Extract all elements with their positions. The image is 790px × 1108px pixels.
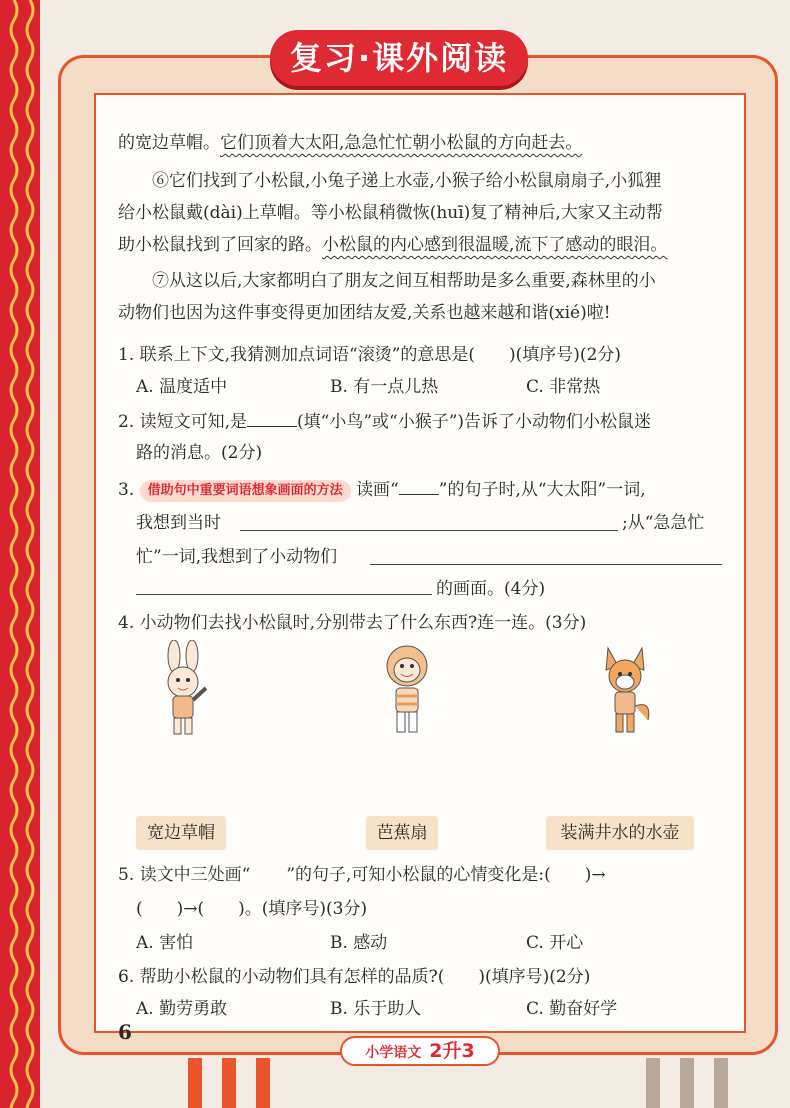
question-3-line2-end: ;从“急急忙: [622, 513, 705, 533]
item-hat[interactable]: 宽边草帽: [136, 816, 226, 850]
page-number: 6: [118, 1020, 132, 1044]
decor-bar: [188, 1058, 202, 1108]
q6-option-c: C. 勤奋好学: [526, 999, 618, 1019]
item-kettle[interactable]: 装满井水的水壶: [546, 816, 694, 850]
q1-option-b: B. 有一点儿热: [330, 377, 439, 397]
q5-option-b: B. 感动: [330, 933, 388, 953]
page-title: 复习·课外阅读: [270, 30, 528, 86]
question-5-cont: ( )→( )。(填序号)(3分): [136, 899, 368, 919]
answer-line[interactable]: [370, 564, 722, 565]
question-1: 1. 联系上下文,我猜测加点词语“滚烫”的意思是( )(填序号)(2分): [118, 345, 622, 365]
q1-option-c: C. 非常热: [526, 377, 601, 397]
item-fan[interactable]: 芭蕉扇: [366, 816, 438, 850]
decor-bar: [256, 1058, 270, 1108]
footer-grade: 2升3: [429, 1040, 475, 1062]
footer-subject: 小学语文: [365, 1045, 422, 1061]
decor-bar: [646, 1058, 660, 1108]
passage-line: 动物们也因为这件事变得更加团结友爱,关系也越来越和谐(xié)啦!: [118, 303, 611, 323]
method-tip-badge: 借助句中重要词语想象画面的方法: [140, 480, 351, 502]
passage-line: 的宽边草帽。它们顶着大太阳,急急忙忙朝小松鼠的方向赶去。: [118, 133, 583, 153]
q6-option-b: B. 乐于助人: [330, 999, 422, 1019]
decor-bar: [222, 1058, 236, 1108]
question-5: 5. 读文中三处画“ ”的句子,可知小松鼠的心情变化是:( )→: [118, 865, 606, 885]
q6-option-a: A. 勤劳勇敢: [136, 999, 228, 1019]
rabbit-icon: [150, 640, 220, 740]
question-2-cont: 路的消息。(2分): [136, 443, 263, 463]
q5-option-c: C. 开心: [526, 933, 584, 953]
answer-blank[interactable]: [247, 410, 297, 427]
fox-icon: [590, 640, 660, 740]
question-3-line3: 忙”一词,我想到了小动物们: [136, 547, 338, 567]
passage-line: 助小松鼠找到了回家的路。小松鼠的内心感到很温暖,流下了感动的眼泪。: [118, 235, 668, 255]
decor-bar: [680, 1058, 694, 1108]
gold-wave-decoration: [8, 0, 20, 1108]
answer-blank[interactable]: [399, 478, 439, 495]
question-3: 3. 借助句中重要词语想象画面的方法 读画“ ”的句子时,从“大太阳”一词,: [118, 480, 646, 500]
passage-line: 给小松鼠戴(dài)上草帽。等小松鼠稍微恢(huī)复了精神后,大家又主动帮: [118, 203, 663, 223]
decor-bar: [714, 1058, 728, 1108]
q1-option-a: A. 温度适中: [136, 377, 228, 397]
question-3-line2: 我想到当时: [136, 513, 221, 533]
q5-option-a: A. 害怕: [136, 933, 194, 953]
monkey-icon: [372, 640, 442, 740]
passage-line: ⑥它们找到了小松鼠,小兔子递上水壶,小猴子给小松鼠扇扇子,小狐狸: [152, 171, 662, 191]
question-6: 6. 帮助小松鼠的小动物们具有怎样的品质?( )(填序号)(2分): [118, 967, 591, 987]
answer-line[interactable]: [240, 530, 618, 531]
answer-line[interactable]: [136, 594, 432, 595]
question-3-line4: 的画面。(4分): [436, 579, 546, 599]
question-2: 2. 读短文可知,是 (填“小鸟”或“小猴子”)告诉了小动物们小松鼠迷: [118, 412, 652, 432]
question-4: 4. 小动物们去找小松鼠时,分别带去了什么东西?连一连。(3分): [118, 613, 587, 633]
passage-line: ⑦从这以后,大家都明白了朋友之间互相帮助是多么重要,森林里的小: [152, 271, 656, 291]
gold-wave-decoration: [24, 0, 36, 1108]
footer-badge: [340, 1036, 500, 1066]
